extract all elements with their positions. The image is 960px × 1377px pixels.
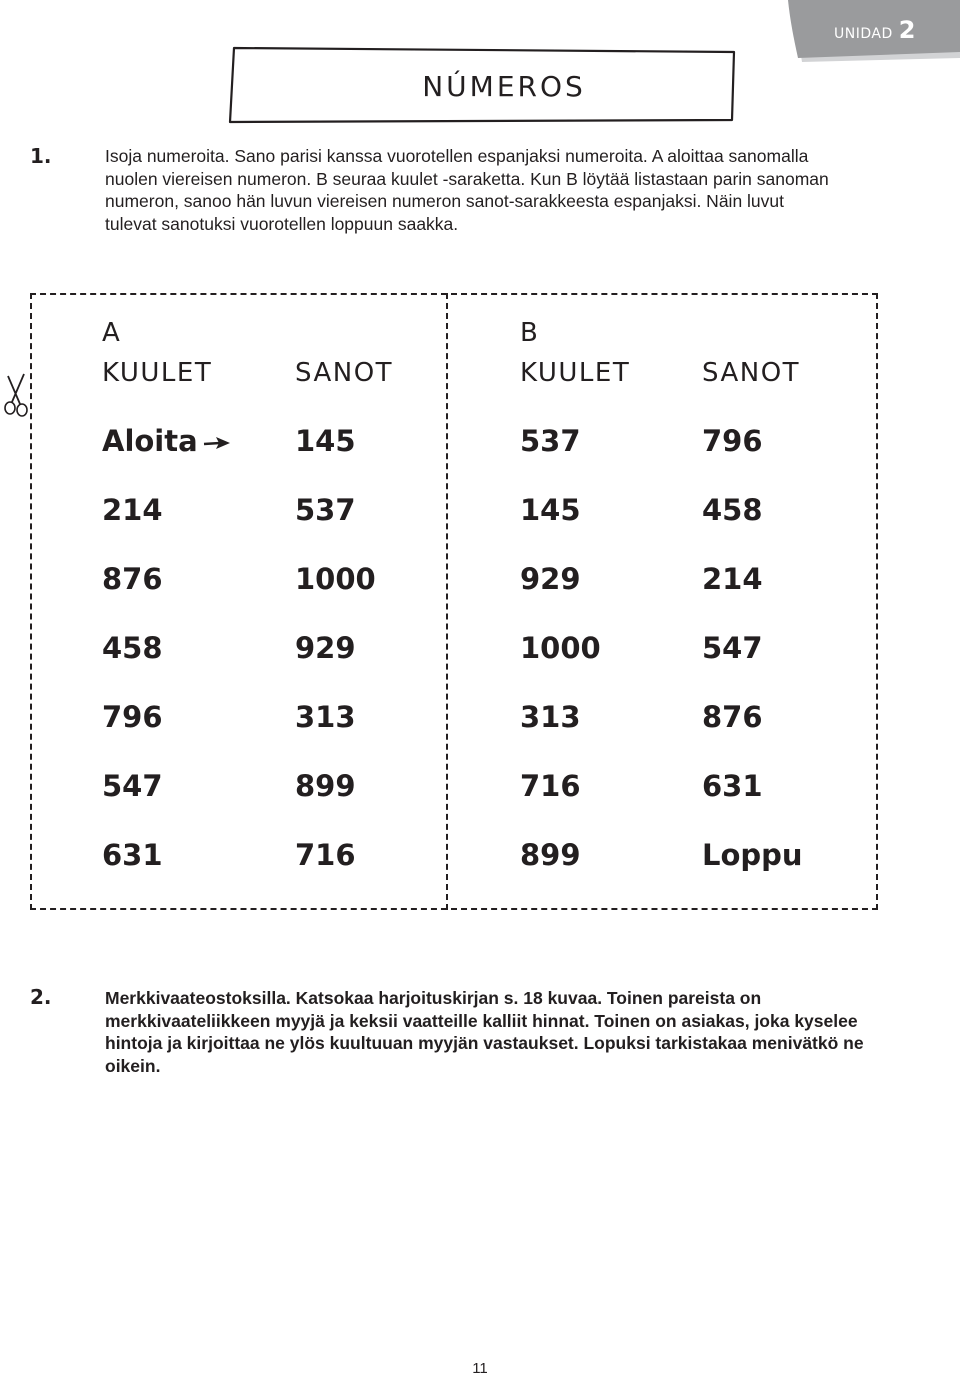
player-b-heard-cell: 899 [520,838,581,872]
player-a-label: A [102,318,122,348]
player-a-say-cell: 145 [295,424,356,458]
exercise-2-instructions [105,987,875,1077]
exercise-1-instructions [105,145,875,235]
unit-label [834,16,916,44]
player-a-heard-cell: 214 [102,493,163,527]
player-b-say-cell: 631 [702,769,763,803]
unit-number: 2 [898,16,916,44]
player-b-heard-cell: 716 [520,769,581,803]
player-b-say-cell: 547 [702,631,763,665]
player-b-heard-cell: 929 [520,562,581,596]
player-a-say-cell: 899 [295,769,356,803]
player-a-say-header: SANOT [295,358,394,388]
player-b-say-cell: 458 [702,493,763,527]
exercise-2-line: Merkkivaateostoksilla. Katsokaa harjoituskirjan s. 18 kuvaa. Toinen pareista on [105,988,762,1008]
exercise-2-line: merkkivaateliikkeen myyjä ja keksii vaatteille kalliit hinnat. Toinen on asiakas, joka kyselee [105,1010,858,1031]
start-label: Aloita [102,424,198,458]
unit-label-text: UNIDAD [834,26,893,42]
arrow-right-icon [202,435,232,451]
player-a-heard-header: KUULET [102,358,213,388]
player-b-say-cell: 876 [702,700,763,734]
player-a-say-cell: 537 [295,493,356,527]
player-b-say-cell: 214 [702,562,763,596]
player-b-heard-cell: 145 [520,493,581,527]
player-a-heard-cell: 631 [102,838,163,872]
player-a-heard-cell: 796 [102,700,163,734]
player-b-say-header: SANOT [702,358,801,388]
player-b-label: B [520,318,540,348]
page-number: 11 [472,1360,488,1377]
player-b-heard-cell: 1000 [520,631,601,665]
card-divider [446,293,448,910]
page-title: NÚMEROS [422,70,586,103]
player-a-say-cell: 716 [295,838,356,872]
player-a-say-cell: 929 [295,631,356,665]
player-b-heard-cell: 313 [520,700,581,734]
exercise-1-number: 1. [30,144,52,168]
scissors-icon [2,372,32,420]
player-a-say-cell: 313 [295,700,356,734]
player-a-say-cell: 1000 [295,562,376,596]
exercise-2-line: oikein. [105,1055,161,1076]
player-a-heard-cell: 458 [102,631,163,665]
player-a-heard-cell: 876 [102,562,163,596]
exercise-1-line: numeron, sanoo hän luvun viereisen numeron sanot-sarakkeesta espanjaksi. Näin luvut [105,191,785,211]
exercise-1-line: tulevat sanotuksi vuorotellen loppuun saakka. [105,213,459,234]
player-b-heard-header: KUULET [520,358,631,388]
player-b-say-cell: 796 [702,424,763,458]
exercise-1-line: Isoja numeroita. Sano parisi kanssa vuorotellen espanjaksi numeroita. A aloittaa sanomalla [105,146,809,166]
exercise-1-line: nuolen viereisen numeron. B seuraa kuulet -saraketta. Kun B löytää listastaan parin sanoman [105,168,829,189]
player-a-heard-cell [102,424,232,458]
exercise-2-number: 2. [30,985,52,1009]
player-a-heard-cell: 547 [102,769,163,803]
exercise-2-line: hintoja ja kirjoittaa ne ylös kuultuuan myyjän vastaukset. Lopuksi tarkistakaa menivätkö ne [105,1033,864,1053]
player-b-heard-cell: 537 [520,424,581,458]
player-b-end-cell: Loppu [702,838,803,872]
